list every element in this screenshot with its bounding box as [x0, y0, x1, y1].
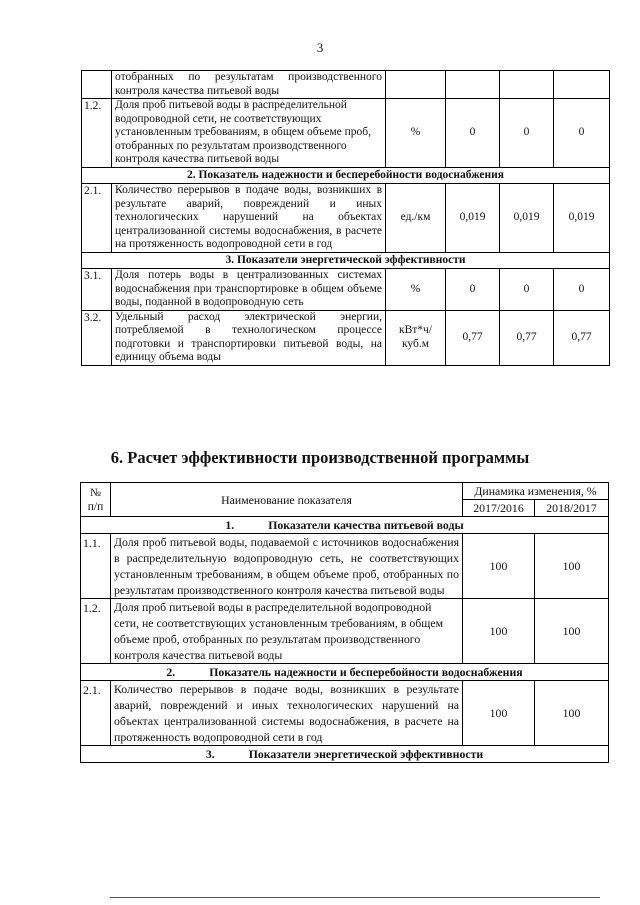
row-number: 1.1.: [81, 534, 111, 599]
efficiency-table: [80, 482, 609, 763]
section-title: 3. Показатели энергетической эффективности: [82, 252, 610, 269]
row-name: Доля проб питьевой воды, подаваемой с источников водоснабжения в распределительную водопроводную сеть, не соответствующих установленным требованиям, в общем объеме проб, отобранных по результатам производственного контроля качества питьевой воды: [111, 534, 463, 599]
section-title: Показатели качества питьевой воды: [268, 518, 464, 532]
table-row: [81, 599, 609, 664]
page-number: 3: [316, 40, 324, 55]
section-title: Показатели энергетической эффективности: [248, 747, 484, 761]
table-row: [82, 310, 610, 365]
section-title: 2. Показатель надежности и бесперебойности водоснабжения: [82, 167, 610, 184]
row-name: отобранных по результатам производственного контроля качества питьевой воды: [112, 71, 386, 99]
row-name: Доля проб питьевой воды в распределительной водопроводной сети, не соответствующих установленным требованиям, в общем объеме проб, отобранных по результатам производственного контроля качества питьевой воды: [111, 599, 463, 664]
row-unit: %: [386, 99, 446, 168]
row-value: 0: [446, 99, 500, 168]
section-title: Показатель надежности и бесперебойности водоснабжения: [209, 665, 523, 679]
section-row: [81, 746, 609, 763]
row-number: 1.2.: [82, 99, 112, 168]
section-row: [82, 252, 610, 269]
row-value: 0,77: [554, 310, 610, 365]
table-row: [82, 71, 610, 99]
row-value: 0,77: [446, 310, 500, 365]
row-value: 0: [446, 269, 500, 311]
section-number: 2.: [166, 665, 176, 679]
row-number: 3.1.: [82, 269, 112, 311]
row-value: 100: [463, 534, 535, 599]
section-heading: 6. Расчет эффективности производственной программы: [110, 448, 530, 467]
row-unit: ед./км: [386, 184, 446, 253]
section-number: 1.: [225, 518, 235, 532]
row-value: 0: [554, 269, 610, 311]
row-value: 0,019: [554, 184, 610, 253]
row-unit: кВт*ч/куб.м: [386, 310, 446, 365]
row-number: 1.2.: [81, 599, 111, 664]
table-row: [82, 99, 610, 168]
section-row: [82, 167, 610, 184]
row-name: Доля потерь воды в централизованных системах водоснабжения при транспортировке в общем объеме воды, поданной в водопроводную сеть: [112, 269, 386, 311]
row-value: 100: [535, 534, 609, 599]
table-row: [81, 534, 609, 599]
table-row: [82, 184, 610, 253]
table-row: [81, 681, 609, 746]
row-unit: %: [386, 269, 446, 311]
row-value: 100: [535, 681, 609, 746]
row-name: Количество перерывов в подаче воды, возникших в результате аварий, повреждений и иных технологических нарушений на объектах централизованной системы водоснабжения, в расчете на протяженность водопроводной сети в год: [111, 681, 463, 746]
section-row: [81, 664, 609, 681]
row-value: 0: [554, 99, 610, 168]
row-name: Доля проб питьевой воды в распределительной водопроводной сети, не соответствующих установленным требованиям, в общем объеме проб, отобранных по результатам производственного контроля качества питьевой воды: [112, 99, 386, 168]
header-dynamics: Динамика изменения, %: [463, 483, 609, 500]
row-number: 2.1.: [81, 681, 111, 746]
row-value: 100: [535, 599, 609, 664]
header-name: Наименование показателя: [111, 483, 463, 517]
section-number: 3.: [205, 747, 215, 761]
row-value: 0: [500, 269, 554, 311]
header-col-2018: 2018/2017: [535, 500, 609, 517]
table-header-row: [81, 483, 609, 500]
row-value: 0,77: [500, 310, 554, 365]
row-value: 0,019: [446, 184, 500, 253]
table-row: [82, 269, 610, 311]
row-value: 100: [463, 599, 535, 664]
row-name: Удельный расход электрической энергии, потребляемой в технологическом процессе подготовки и транспортировки питьевой воды, на единицу объема воды: [112, 310, 386, 365]
row-number: 2.1.: [82, 184, 112, 253]
page-bottom-rule: [110, 897, 600, 898]
row-value: 0,019: [500, 184, 554, 253]
row-value: 0: [500, 99, 554, 168]
row-number: 3.2.: [82, 310, 112, 365]
indicators-table-continued: [81, 70, 610, 366]
section-row: [81, 517, 609, 534]
row-name: Количество перерывов в подаче воды, возникших в результате аварий, повреждений и иных технологических нарушений на объектах централизованной системы водоснабжения, в расчете на протяженность водопроводной сети в год: [112, 184, 386, 253]
row-value: 100: [463, 681, 535, 746]
header-num: № п/п: [81, 483, 111, 517]
header-col-2017: 2017/2016: [463, 500, 535, 517]
